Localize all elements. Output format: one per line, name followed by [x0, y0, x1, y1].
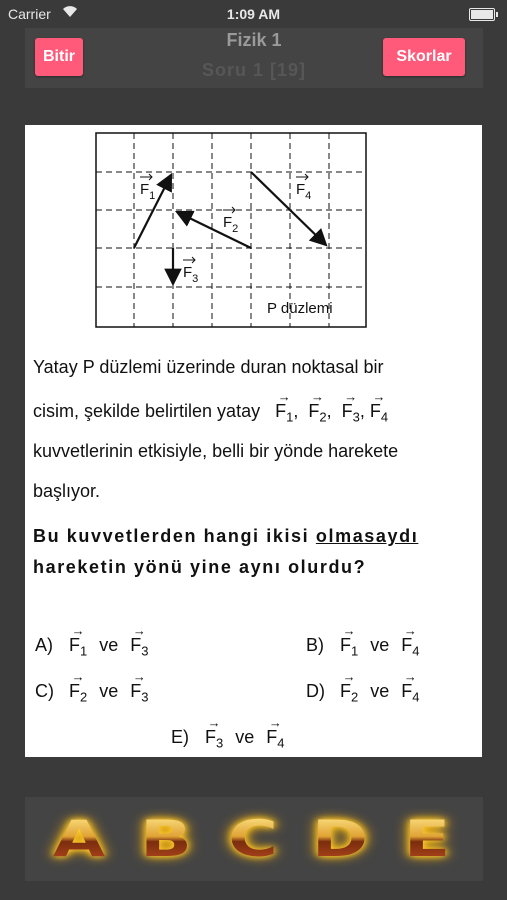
scores-button[interactable]: Skorlar [383, 38, 465, 76]
option-e: E) → $F_3$ ve → $F_4$ [171, 715, 285, 751]
answer-e-button[interactable]: E [381, 813, 473, 865]
f4-label: $F_4$ [296, 181, 312, 202]
f3-label: $F_3$ [183, 264, 199, 285]
option-a: A) → $F_1$ ve → $F_3$ [35, 623, 149, 659]
option-b: B) → $F_1$ ve → $F_4$ [306, 623, 420, 659]
vec-f1: → $F_1$ [275, 389, 294, 425]
quiz-title: Fizik 1 [226, 30, 282, 50]
header-bar [25, 28, 483, 88]
clock: 1:09 AM [226, 6, 281, 22]
question-line-3: kuvvetlerinin etkisiyle, belli bir yönde harekete [33, 441, 399, 461]
answer-c-button[interactable]: C [207, 813, 299, 865]
bold-underlined-word: olmasaydı [315, 526, 419, 546]
finish-button[interactable]: Bitir [35, 38, 83, 76]
vec-f4: → $F_4$ [369, 389, 389, 425]
battery-icon [469, 8, 495, 21]
vec-f2: → $F_2$ [308, 389, 327, 425]
f2-label: $F_2$ [223, 214, 239, 235]
answer-d-button[interactable]: D [294, 813, 386, 865]
question-card [25, 125, 482, 757]
question-line-2: cisim, şekilde belirtilen yatay → $F_1$, → $F_2$, → $F_3$, → $F_4$ [33, 389, 389, 425]
plane-label: P düzlemi [267, 300, 333, 317]
f1-label: $F_1$ [140, 181, 156, 202]
question-line-2-text: cisim, şekilde belirtilen yatay [33, 401, 261, 421]
status-bar [0, 0, 507, 28]
option-c: C) → $F_2$ ve → $F_3$ [35, 669, 149, 705]
question-line-1: Yatay P düzlemi üzerinde duran noktasal bir [33, 357, 384, 377]
answer-a-button[interactable]: A [33, 813, 125, 865]
question-line-4: başlıyor. [33, 481, 101, 501]
question-counter: Soru 1 [19] [201, 60, 307, 80]
carrier-label: Carrier [8, 6, 51, 22]
vec-f3: → $F_3$ [341, 389, 360, 425]
question-bold-line-1 [33, 526, 418, 547]
answer-bar [25, 797, 483, 881]
answer-b-button[interactable]: B [120, 813, 212, 865]
option-d: D) → $F_2$ ve → $F_4$ [306, 669, 420, 705]
question-bold-line-2: hareketin yönü yine aynı olurdu? [33, 557, 367, 577]
force-diagram [95, 132, 367, 328]
bold-line-1-text: Bu kuvvetlerden hangi ikisi [33, 526, 310, 546]
